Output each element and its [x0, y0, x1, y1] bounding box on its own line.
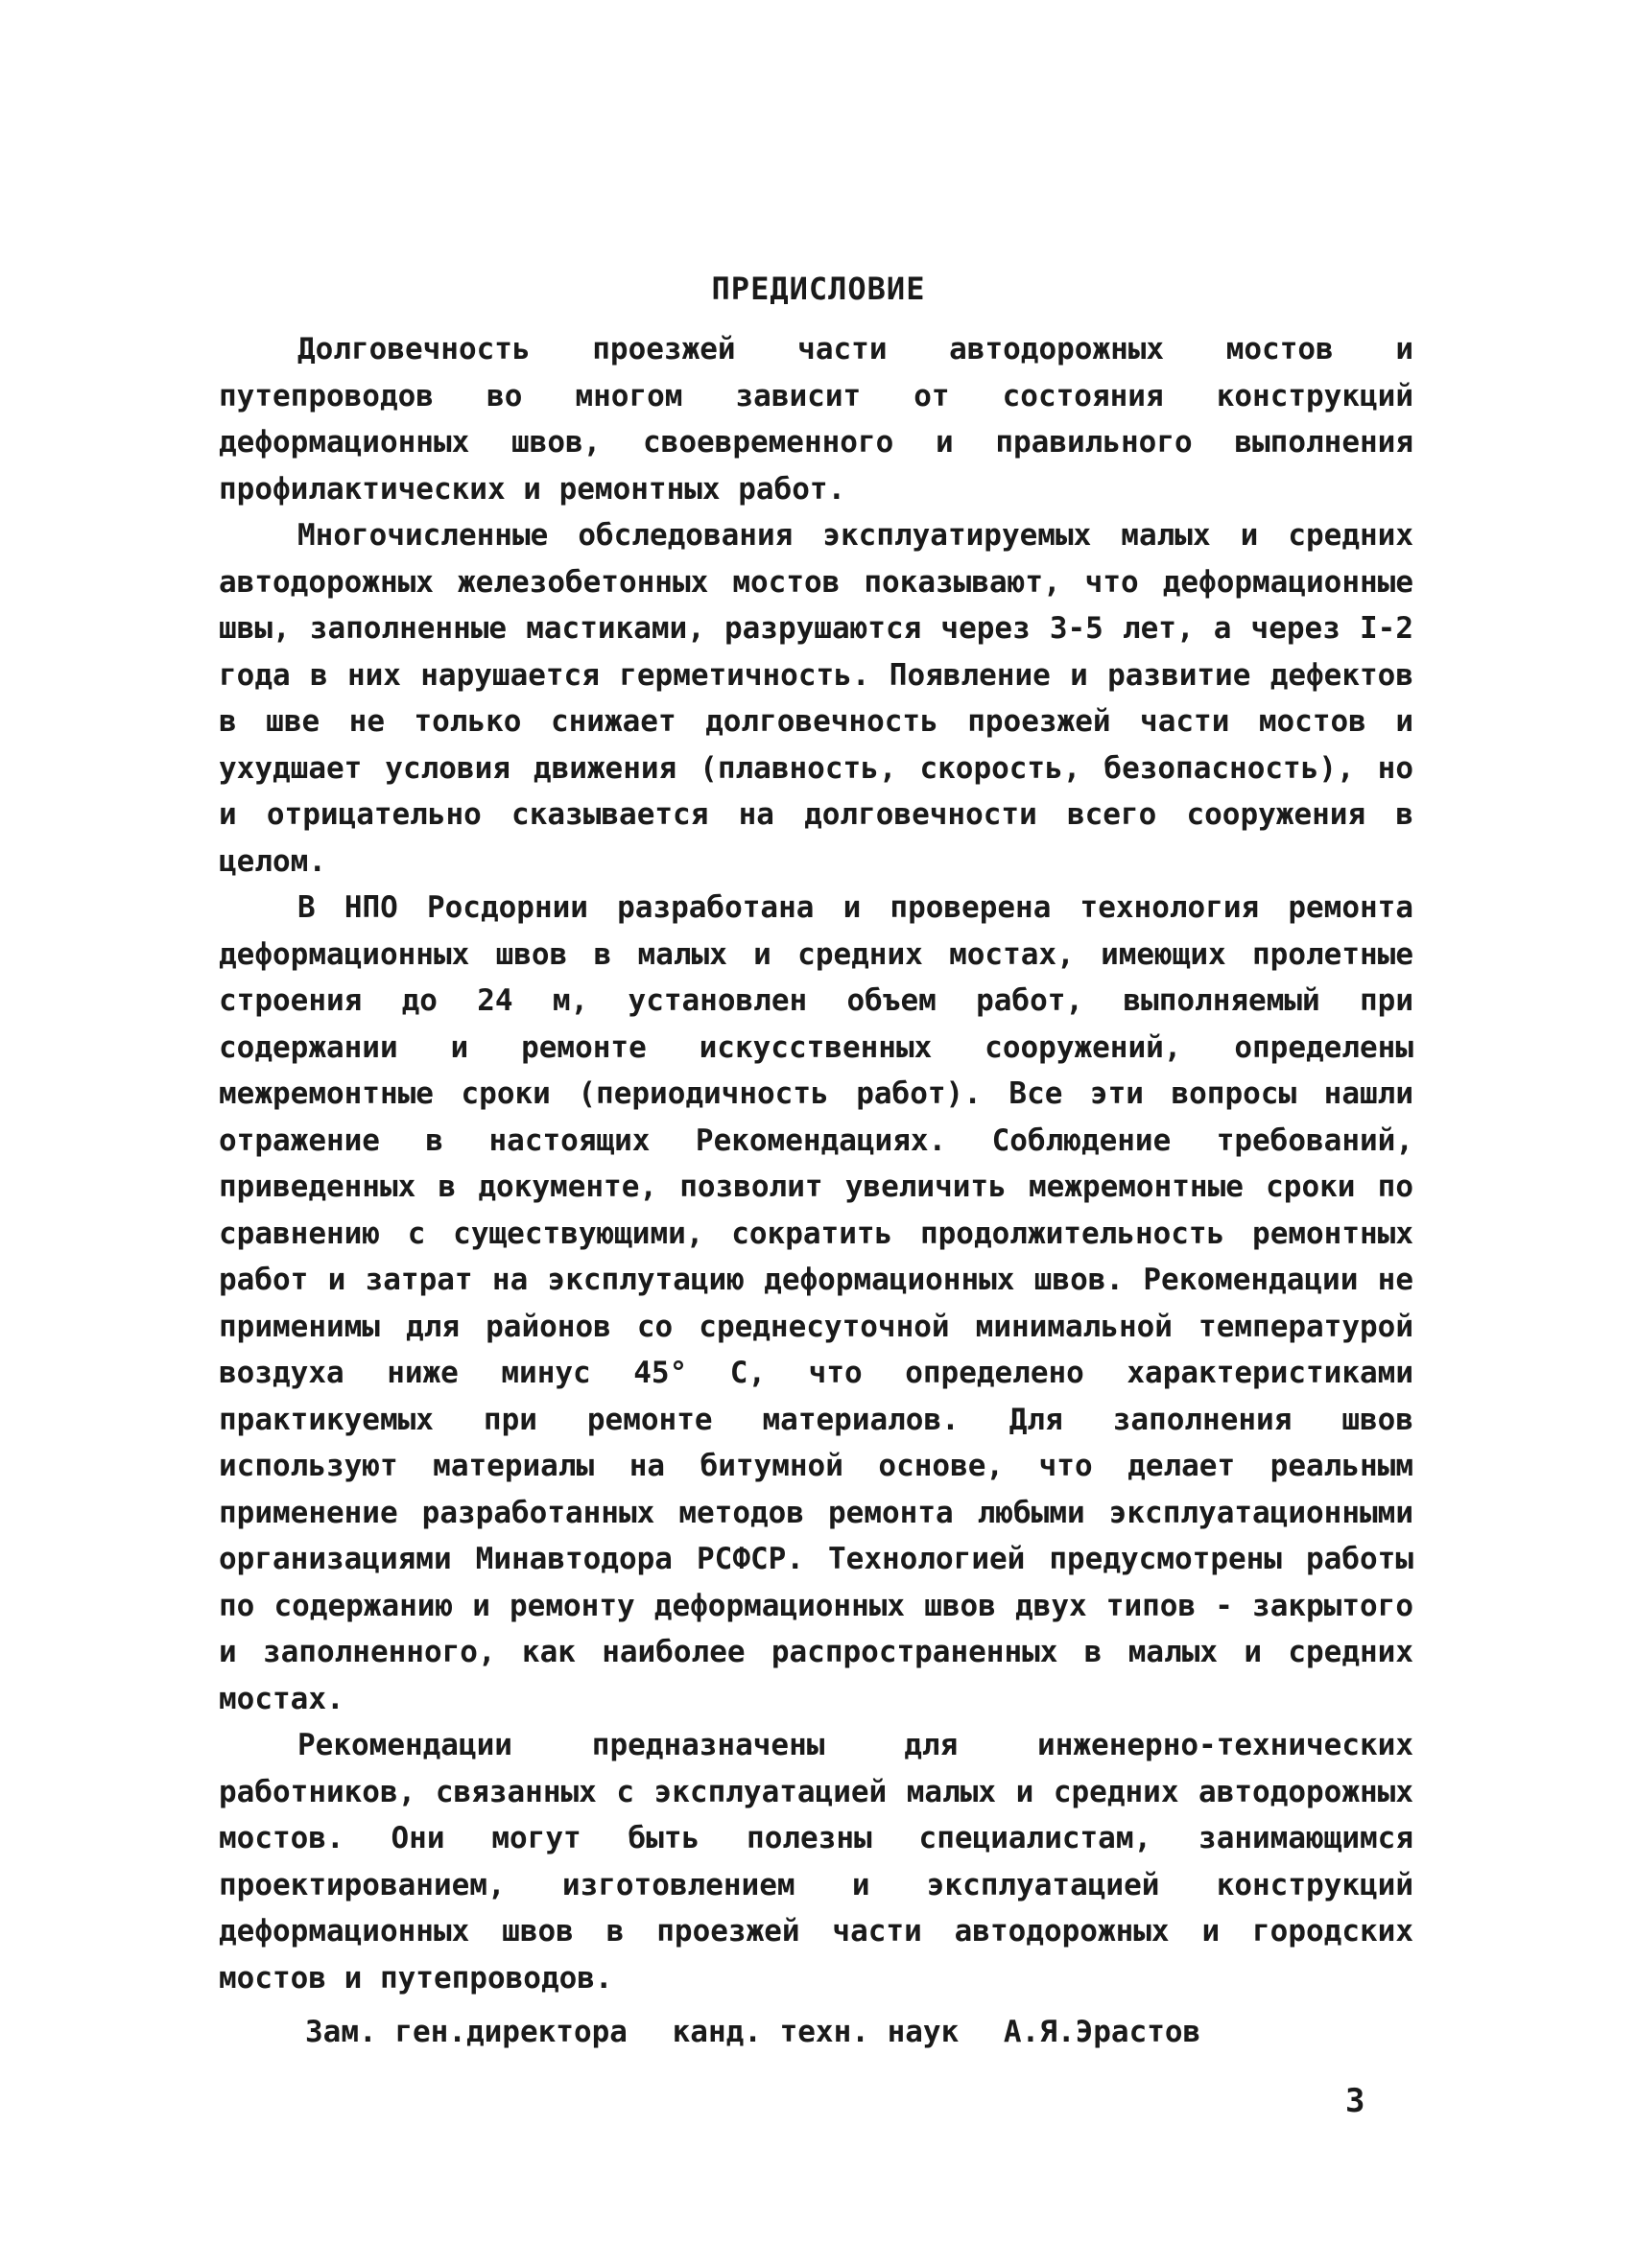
paragraph: Долговечность проезжей части автодорожных мостов и путепроводов во многом зависит от состояния конструкций деформационных швов, своевременного и правильного выполнения профилактических и ремонтных работ. — [219, 332, 1413, 507]
signature-line — [305, 2015, 1409, 2049]
paragraph: Многочисленные обследования эксплуатируемых малых и средних автодорожных железобетонных мостов показывают, что деформационные швы, заполненные мастиками, разрушаются через 3-5 лет, а через I-2 года в них нарушается герметичность. Появление и развитие дефектов в шве не только снижает долговечность проезжей части мостов и ухудшает условия движения (плавность, скорость, безопасность), но и отрицательно сказывается на долговечности всего сооружения в целом. — [219, 518, 1413, 879]
signature-position: Зам. ген.директора — [305, 2015, 628, 2049]
foreword-body — [219, 326, 1413, 2001]
signature-degree: канд. техн. наук — [672, 2015, 960, 2049]
paragraph: В НПО Росдорнии разработана и проверена технология ремонта деформационных швов в малых и средних мостах, имеющих пролетные строения до 24 м, установлен объем работ, выполняемый при содержании и ремонте искусственных сооружений, определены межремонтные сроки (периодичность работ). Все эти вопросы нашли отражение в настоящих Рекомендациях. Соблюдение требований, приведенных в документе, позволит увеличить межремонтные сроки по сравнению с существующими, сократить продолжительность ремонтных работ и затрат на эксплутацию деформационных швов. Рекомендации не применимы для районов со среднесуточной минимальной температурой воздуха ниже минус 45° С, что определено характеристиками практикуемых при ремонте материалов. Для заполнения швов используют материалы на битумной основе, что делает реальным применение разработанных методов ремонта любыми эксплуатационными организациями Минавтодора РСФСР. Технологией предусмотрены работы по содержанию и ремонту деформационных швов двух типов - закрытого и заполненного, как наиболее распространенных в малых и средних мостах. — [219, 890, 1413, 1716]
signature-name: А.Я.Эрастов — [1003, 2015, 1201, 2049]
page-title: ПРЕДИСЛОВИЕ — [711, 271, 926, 307]
page-number: 3 — [1345, 2082, 1365, 2120]
paragraph: Рекомендации предназначены для инженерно-технических работников, связанных с эксплуатацией малых и средних автодорожных мостов. Они могут быть полезны специалистам, занимающимся проектированием, изготовлением и эксплуатацией конструкций деформационных швов в проезжей части автодорожных и городских мостов и путепроводов. — [219, 1728, 1413, 1996]
